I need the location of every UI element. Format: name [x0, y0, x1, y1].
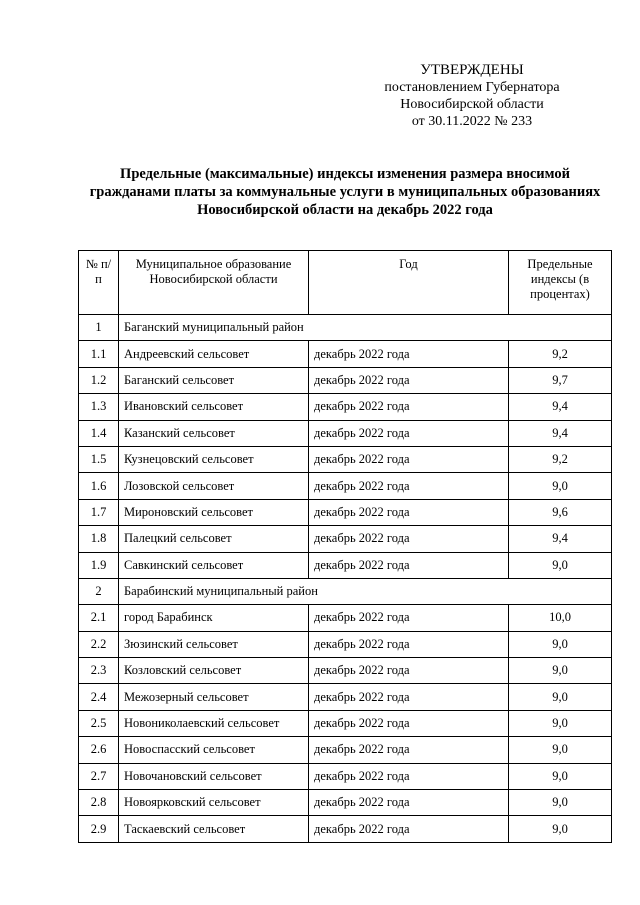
period: декабрь 2022 года: [309, 341, 509, 367]
header-municipality: Муниципальное образование Новосибирской области: [119, 251, 309, 315]
title-line: гражданами платы за коммунальные услуги в муниципальных образованиях: [89, 184, 601, 200]
index-value: 9,0: [509, 631, 612, 657]
municipality-name: Казанский сельсовет: [119, 420, 309, 446]
municipality-name: Кузнецовский сельсовет: [119, 446, 309, 472]
index-value: 9,4: [509, 394, 612, 420]
municipality-name: Андреевский сельсовет: [119, 341, 309, 367]
row-number: 2.3: [79, 658, 119, 684]
approval-block: [362, 62, 582, 130]
row-number: 2.4: [79, 684, 119, 710]
period: декабрь 2022 года: [309, 446, 509, 472]
period: декабрь 2022 года: [309, 552, 509, 578]
table-row: [79, 710, 612, 736]
period: декабрь 2022 года: [309, 684, 509, 710]
index-value: 9,0: [509, 552, 612, 578]
period: декабрь 2022 года: [309, 763, 509, 789]
table-row: [79, 605, 612, 631]
index-value: 9,4: [509, 526, 612, 552]
municipality-name: Мироновский сельсовет: [119, 499, 309, 525]
table-row: [79, 341, 612, 367]
row-number: 1.4: [79, 420, 119, 446]
approval-region: Новосибирской области: [400, 97, 544, 112]
index-value: 9,0: [509, 816, 612, 842]
index-value: 10,0: [509, 605, 612, 631]
table-row: [79, 763, 612, 789]
municipality-name: Баганский сельсовет: [119, 367, 309, 393]
index-value: 9,6: [509, 499, 612, 525]
district-name: Баганский муниципальный район: [119, 315, 612, 341]
index-value: 9,2: [509, 446, 612, 472]
table-body: [79, 315, 612, 843]
district-row: [79, 315, 612, 341]
row-number: 1.6: [79, 473, 119, 499]
municipality-name: Ивановский сельсовет: [119, 394, 309, 420]
header-index: Предельные индексы (в процентах): [509, 251, 612, 315]
index-value: 9,0: [509, 763, 612, 789]
table-header-row: [79, 251, 612, 315]
indices-table: [78, 250, 612, 843]
period: декабрь 2022 года: [309, 710, 509, 736]
index-value: 9,2: [509, 341, 612, 367]
period: декабрь 2022 года: [309, 790, 509, 816]
district-name: Барабинский муниципальный район: [119, 578, 612, 604]
period: декабрь 2022 года: [309, 499, 509, 525]
municipality-name: Таскаевский сельсовет: [119, 816, 309, 842]
municipality-name: город Барабинск: [119, 605, 309, 631]
table-row: [79, 420, 612, 446]
table-row: [79, 631, 612, 657]
table-row: [79, 367, 612, 393]
table-row: [79, 816, 612, 842]
row-number: 2.1: [79, 605, 119, 631]
row-number: 2: [79, 578, 119, 604]
index-value: 9,0: [509, 710, 612, 736]
title-line: Предельные (максимальные) индексы изменения размера вносимой: [120, 166, 570, 182]
row-number: 1.8: [79, 526, 119, 552]
municipality-name: Савкинский сельсовет: [119, 552, 309, 578]
approval-decree: постановлением Губернатора: [384, 80, 560, 95]
municipality-name: Межозерный сельсовет: [119, 684, 309, 710]
index-value: 9,7: [509, 367, 612, 393]
municipality-name: Палецкий сельсовет: [119, 526, 309, 552]
table-row: [79, 737, 612, 763]
table-row: [79, 526, 612, 552]
approval-heading: УТВЕРЖДЕНЫ: [420, 62, 524, 78]
municipality-name: Зюзинский сельсовет: [119, 631, 309, 657]
district-row: [79, 578, 612, 604]
row-number: 1.1: [79, 341, 119, 367]
row-number: 2.9: [79, 816, 119, 842]
period: декабрь 2022 года: [309, 367, 509, 393]
period: декабрь 2022 года: [309, 658, 509, 684]
header-year: Год: [309, 251, 509, 315]
municipality-name: Новоярковский сельсовет: [119, 790, 309, 816]
period: декабрь 2022 года: [309, 631, 509, 657]
row-number: 1: [79, 315, 119, 341]
index-value: 9,0: [509, 790, 612, 816]
index-value: 9,0: [509, 684, 612, 710]
title-line: Новосибирской области на декабрь 2022 года: [197, 202, 493, 218]
index-value: 9,4: [509, 420, 612, 446]
period: декабрь 2022 года: [309, 526, 509, 552]
municipality-name: Новониколаевский сельсовет: [119, 710, 309, 736]
row-number: 1.5: [79, 446, 119, 472]
table-row: [79, 446, 612, 472]
row-number: 2.7: [79, 763, 119, 789]
period: декабрь 2022 года: [309, 816, 509, 842]
row-number: 2.2: [79, 631, 119, 657]
table-row: [79, 394, 612, 420]
row-number: 2.8: [79, 790, 119, 816]
municipality-name: Новочановский сельсовет: [119, 763, 309, 789]
row-number: 2.6: [79, 737, 119, 763]
table-row: [79, 790, 612, 816]
table-row: [79, 658, 612, 684]
table-row: [79, 552, 612, 578]
municipality-name: Новоспасский сельсовет: [119, 737, 309, 763]
approval-date-number: от 30.11.2022 № 233: [411, 114, 533, 129]
period: декабрь 2022 года: [309, 737, 509, 763]
document-title: [70, 165, 620, 219]
period: декабрь 2022 года: [309, 394, 509, 420]
index-value: 9,0: [509, 658, 612, 684]
period: декабрь 2022 года: [309, 420, 509, 446]
municipality-name: Лозовской сельсовет: [119, 473, 309, 499]
table-row: [79, 684, 612, 710]
row-number: 1.2: [79, 367, 119, 393]
row-number: 2.5: [79, 710, 119, 736]
row-number: 1.7: [79, 499, 119, 525]
index-value: 9,0: [509, 473, 612, 499]
header-num: № п/п: [79, 251, 119, 315]
row-number: 1.9: [79, 552, 119, 578]
period: декабрь 2022 года: [309, 605, 509, 631]
municipality-name: Козловский сельсовет: [119, 658, 309, 684]
table-row: [79, 499, 612, 525]
period: декабрь 2022 года: [309, 473, 509, 499]
table-row: [79, 473, 612, 499]
row-number: 1.3: [79, 394, 119, 420]
index-value: 9,0: [509, 737, 612, 763]
